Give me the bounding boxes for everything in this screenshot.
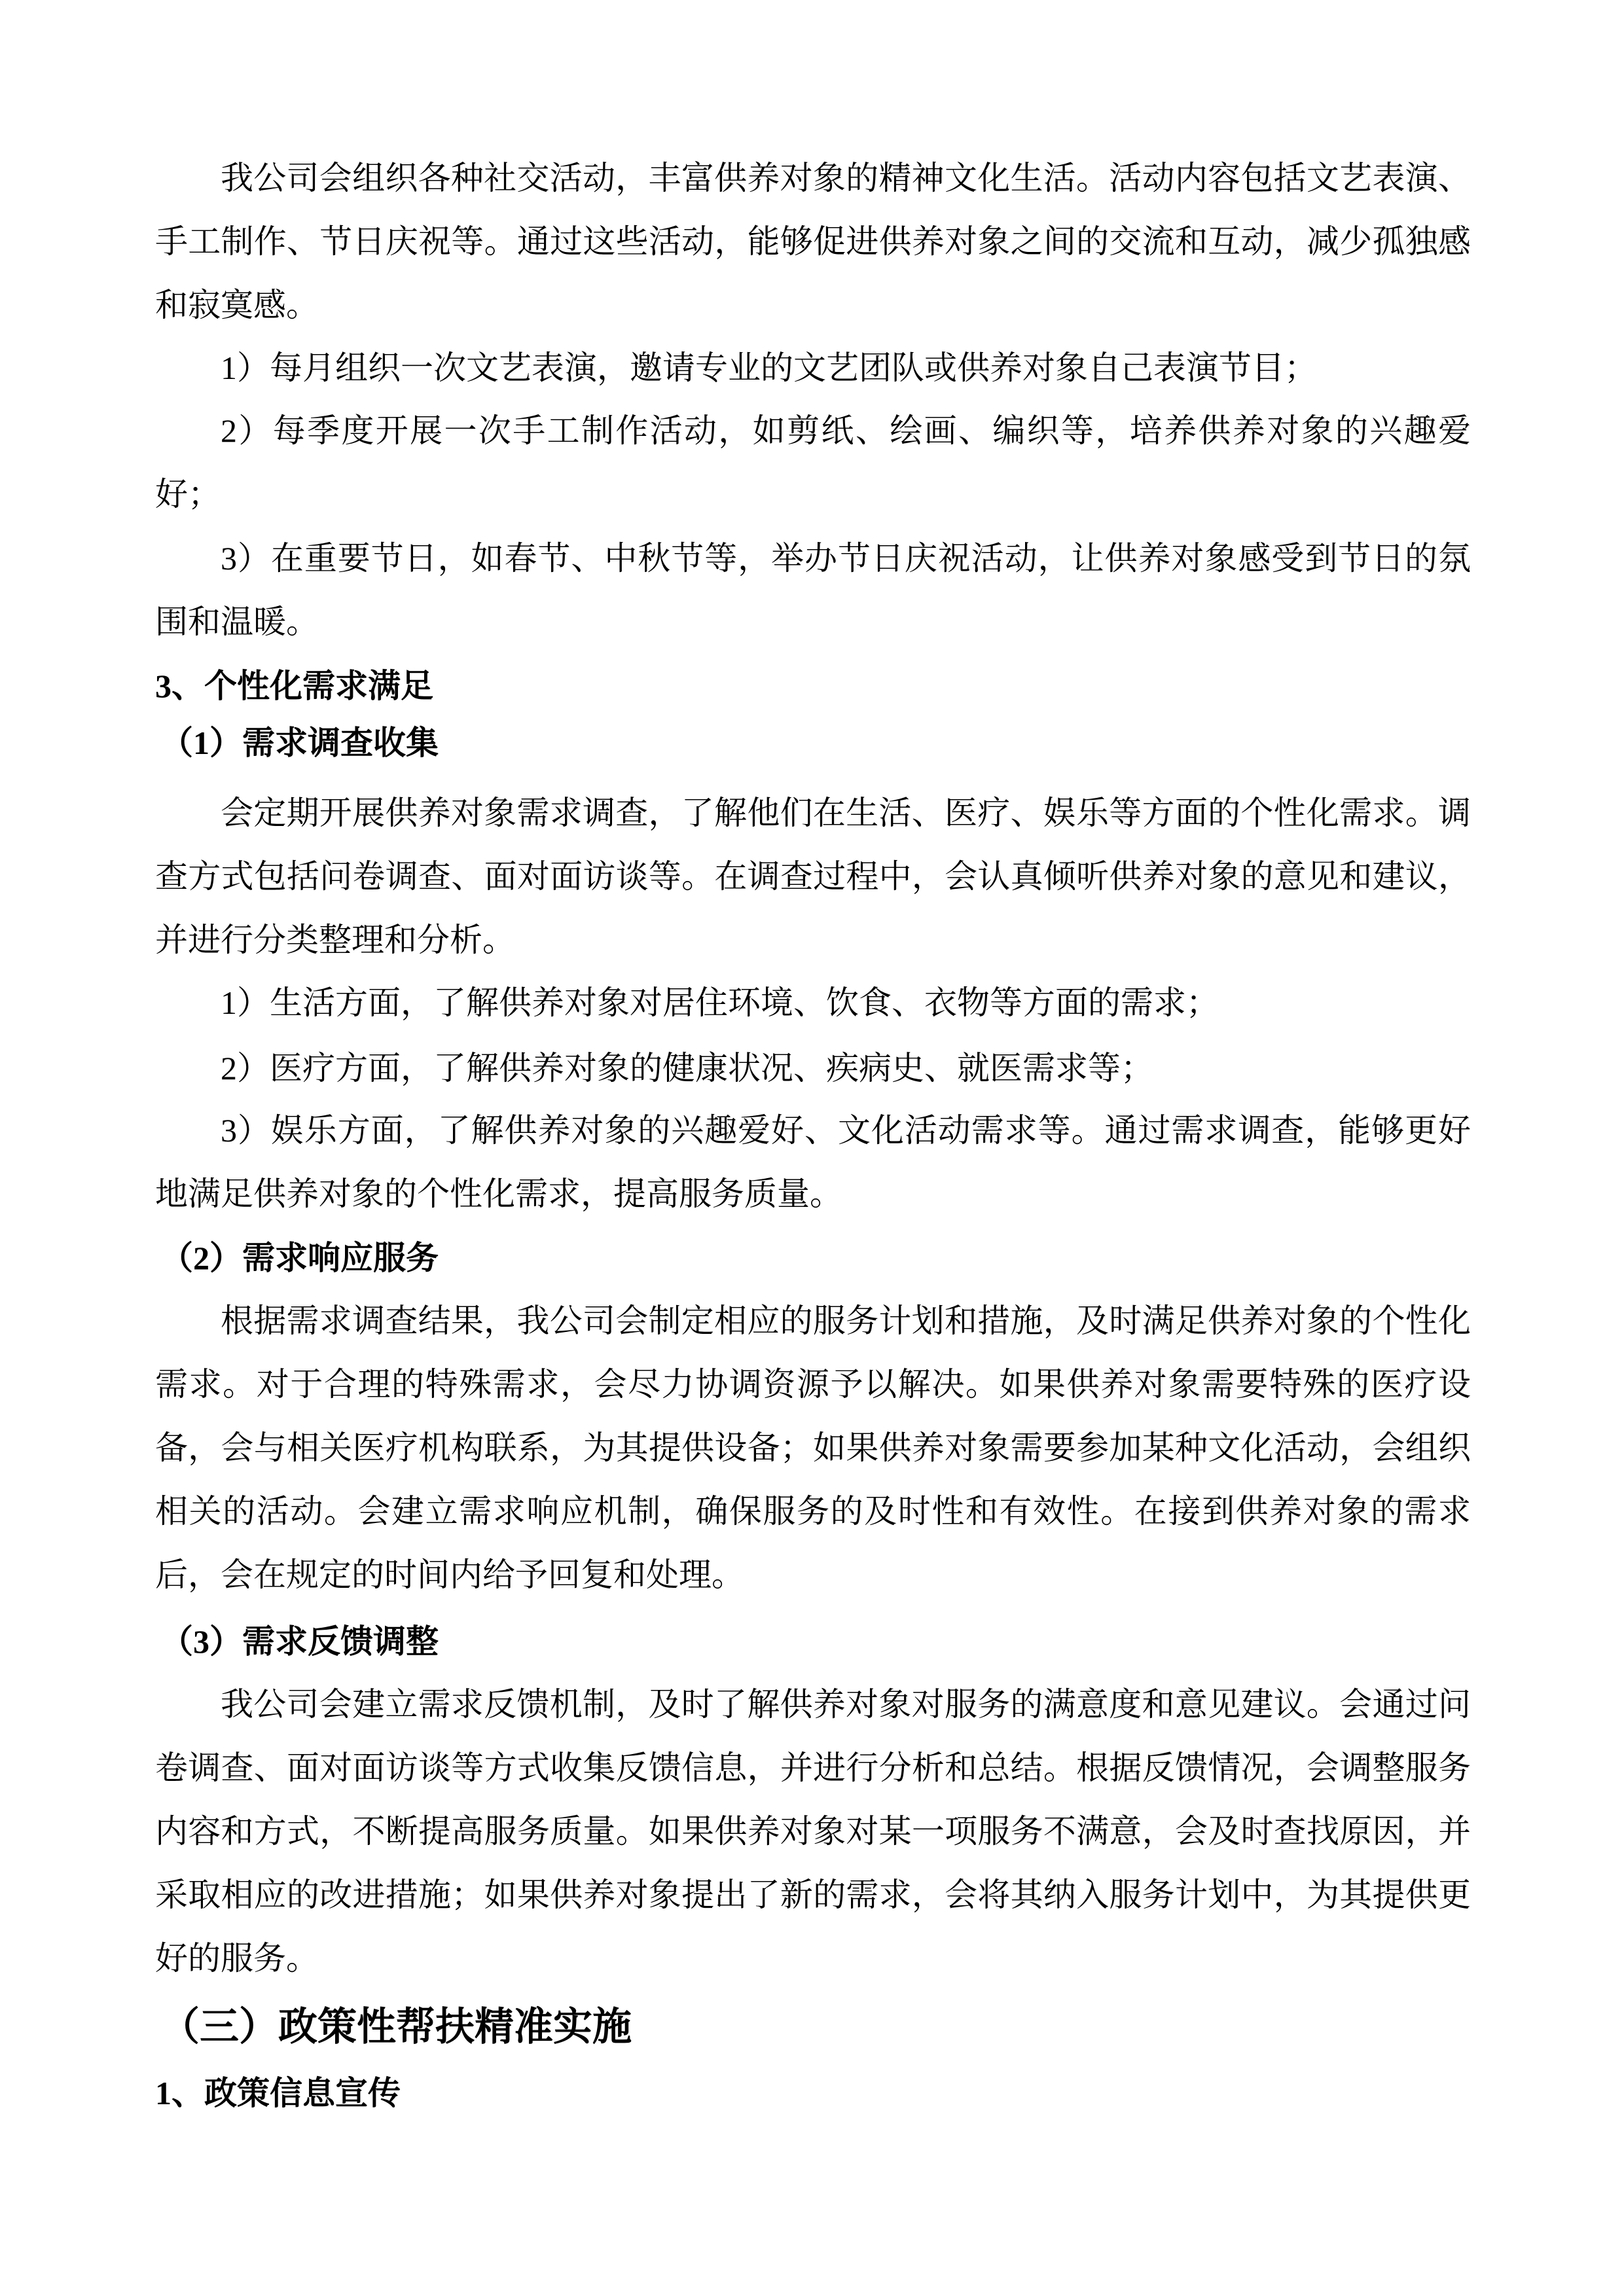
feedback-paragraph: 我公司会建立需求反馈机制，及时了解供养对象对服务的满意度和意见建议。会通过问卷调查、面对面访谈等方式收集反馈信息，并进行分析和总结。根据反馈情况，会调整服务内容和方式，不断提高服务质量。如果供养对象对某一项服务不满意，会及时查找原因，并采取相应的改进措施；如果供养对象提出了新的需求，会将其纳入服务计划中，为其提供更好的服务。: [155, 1686, 1471, 1977]
list-item: 2）每季度开展一次手工制作活动，如剪纸、绘画、编织等，培养供养对象的兴趣爱好；: [155, 412, 1471, 512]
survey-paragraph: 会定期开展供养对象需求调查，了解他们在生活、医疗、娱乐等方面的个性化需求。调查方式包括问卷调查、面对面访谈等。在调查过程中，会认真倾听供养对象的意见和建议，并进行分类整理和分析。: [155, 795, 1471, 958]
social-activities-paragraph: 我公司会组织各种社交活动，丰富供养对象的精神文化生活。活动内容包括文艺表演、手工制作、节日庆祝等。通过这些活动，能够促进供养对象之间的交流和互动，减少孤独感和寂寞感。: [155, 160, 1471, 323]
heading-policy-publicity: 1、政策信息宣传: [155, 2075, 401, 2111]
list-item: 1）每月组织一次文艺表演，邀请专业的文艺团队或供养对象自己表演节目；: [221, 350, 1317, 386]
heading-personalized-needs: 3、个性化需求满足: [155, 668, 433, 704]
subheading-feedback: （3）需求反馈调整: [160, 1623, 439, 1660]
heading-policy-assistance: （三）政策性帮扶精准实施: [160, 2005, 632, 2049]
list-item: 1）生活方面，了解供养对象对居住环境、饮食、衣物等方面的需求；: [221, 984, 1219, 1021]
list-item: 3）在重要节日，如春节、中秋节等，举办节日庆祝活动，让供养对象感受到节日的氛围和温暖。: [155, 540, 1471, 640]
list-item: 3）娱乐方面，了解供养对象的兴趣爱好、文化活动需求等。通过需求调查，能够更好地满足供养对象的个性化需求，提高服务质量。: [155, 1112, 1471, 1212]
list-item: 2）医疗方面，了解供养对象的健康状况、疾病史、就医需求等；: [221, 1050, 1153, 1086]
subheading-survey: （1）需求调查收集: [160, 725, 439, 761]
subheading-response: （2）需求响应服务: [160, 1240, 439, 1276]
response-paragraph: 根据需求调查结果，我公司会制定相应的服务计划和措施，及时满足供养对象的个性化需求。对于合理的特殊需求，会尽力协调资源予以解决。如果供养对象需要特殊的医疗设备，会与相关医疗机构联系，为其提供设备；如果供养对象需要参加某种文化活动，会组织相关的活动。会建立需求响应机制，确保服务的及时性和有效性。在接到供养对象的需求后，会在规定的时间内给予回复和处理。: [155, 1302, 1471, 1593]
